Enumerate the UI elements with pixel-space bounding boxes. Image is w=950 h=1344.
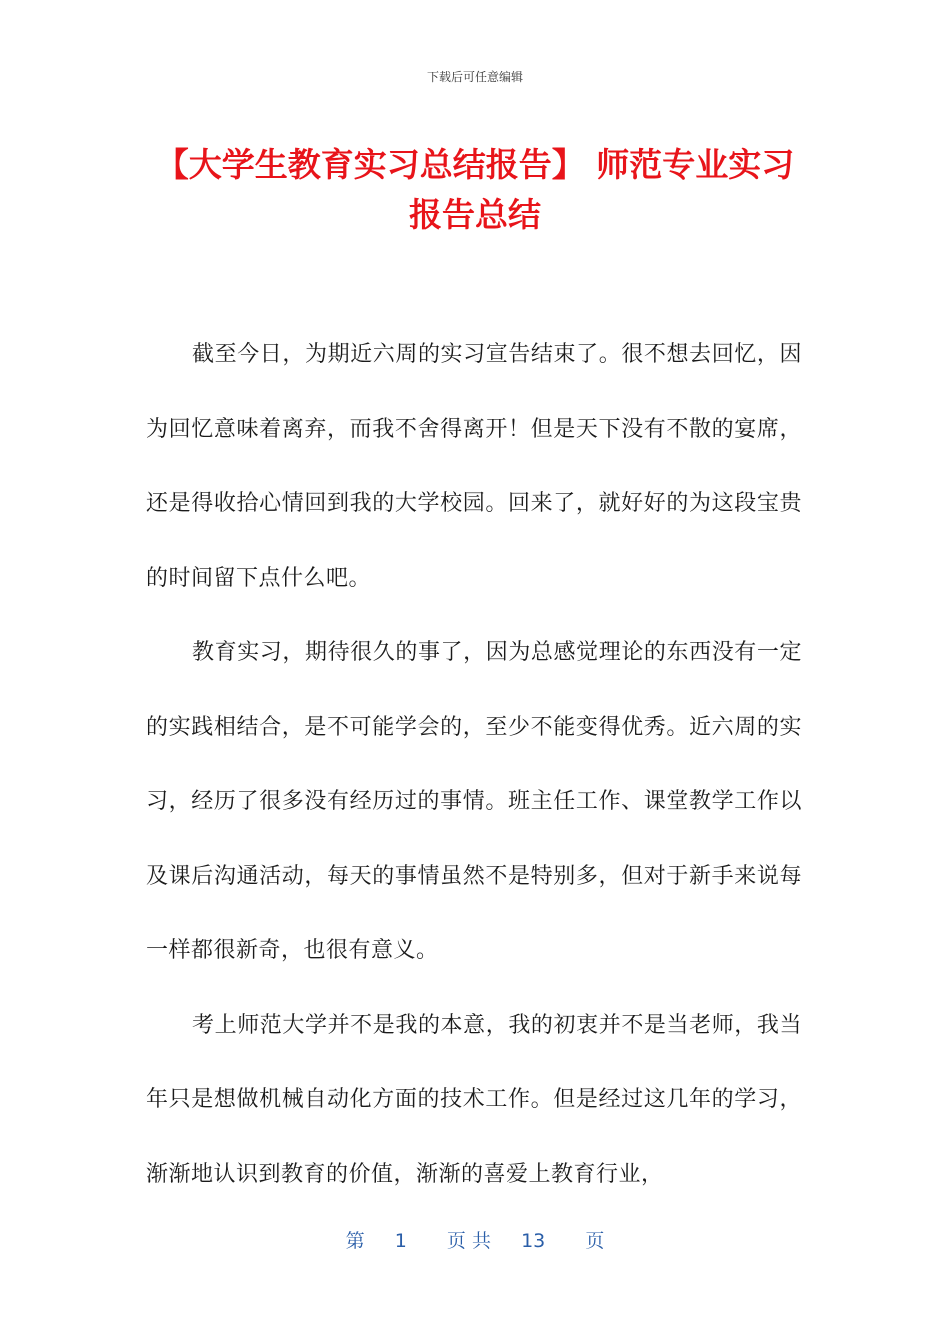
footer-prefix: 第 (345, 1230, 365, 1252)
paragraph: 教育实习，期待很久的事了，因为总感觉理论的东西没有一定的实践相结合，是不可能学会的，至少不能变得优秀。近六周的实习，经历了很多没有经历过的事情。班主任工作、课堂教学工作以及课后沟通活动，每天的事情虽然不是特别多，但对于新手来说每一样都很新奇，也很有意义。 (146, 640, 802, 963)
page-footer (0, 1226, 950, 1253)
footer-total-pages: 13 (521, 1230, 546, 1252)
paragraph: 截至今日，为期近六周的实习宣告结束了。很不想去回忆，因为回忆意味着离弃，而我不舍得离开！但是天下没有不散的宴席，还是得收拾心情回到我的大学校园。回来了，就好好的为这段宝贵的时间留下点什么吧。 (146, 342, 802, 591)
paragraph: 考上师范大学并不是我的本意，我的初衷并不是当老师，我当年只是想做机械自动化方面的技术工作。但是经过这几年的学习，渐渐地认识到教育的价值，渐渐的喜爱上教育行业， (146, 1012, 802, 1187)
footer-page-number: 1 (394, 1230, 407, 1252)
footer-middle: 页 共 (446, 1230, 491, 1252)
document-body (146, 318, 802, 1212)
header-note: 下载后可任意编辑 (426, 70, 523, 84)
document-title: 【大学生教育实习总结报告】 师范专业实习报告总结 (155, 145, 795, 234)
footer-suffix: 页 (585, 1230, 605, 1252)
